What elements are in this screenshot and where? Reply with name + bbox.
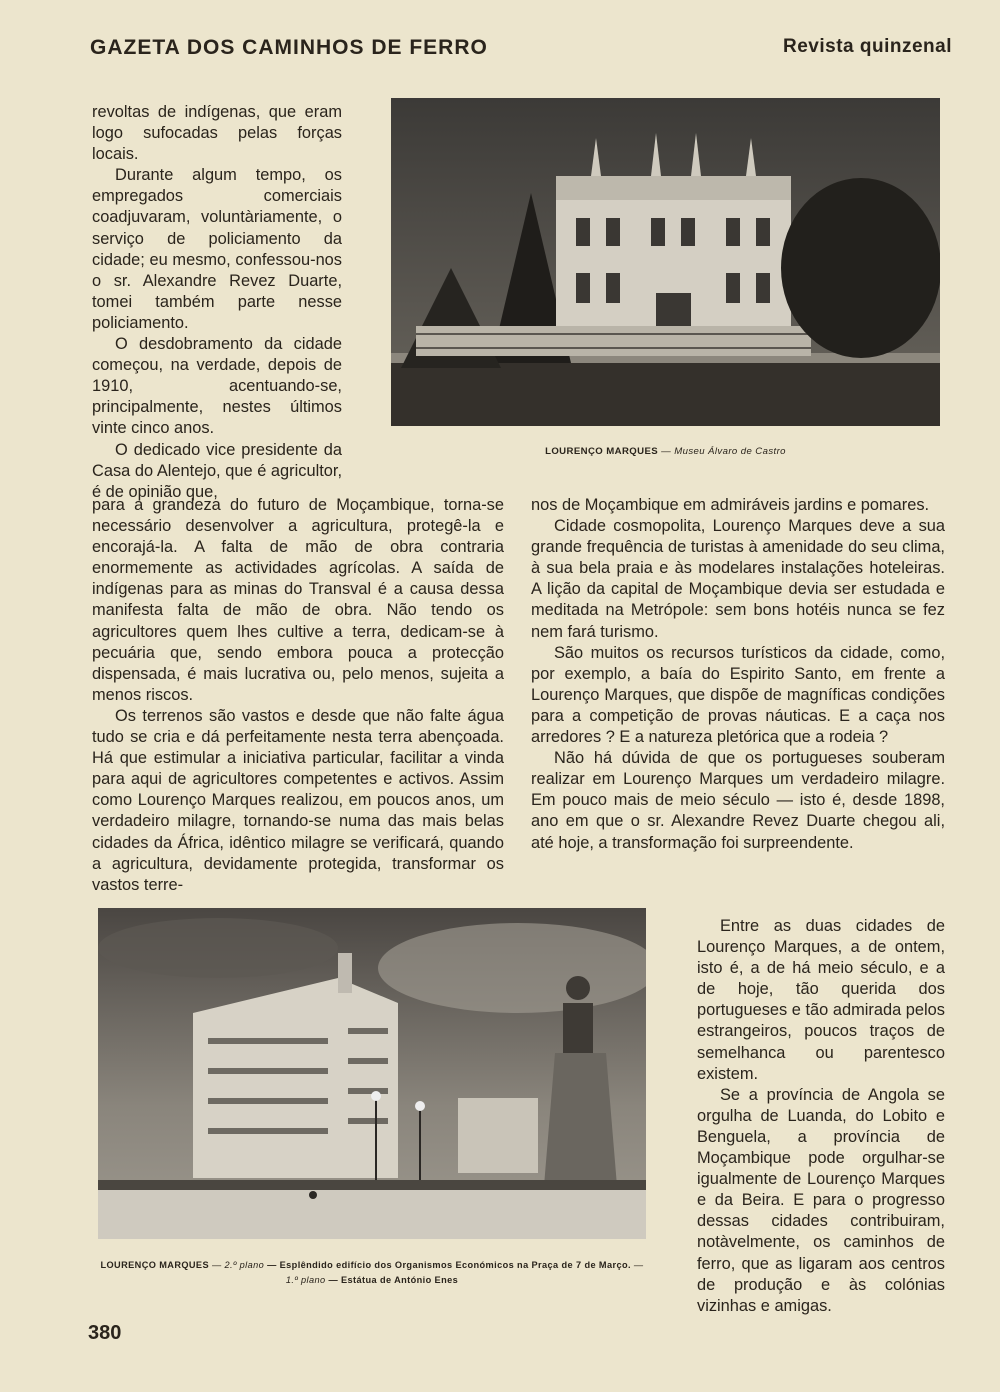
paragraph: revoltas de indígenas, que eram logo sufocadas pelas forças locais.	[92, 103, 342, 164]
paragraph: Os terrenos são vastos e desde que não falte água tudo se cria e dá perfeitamente nesta terra abençoada. Há que estimular a iniciativa particular, facilitar a vinda para aqui de agricultores competentes e activos. Assim como Lourenço Marques realizou, em poucos anos, um verdadeiro milagre, tornando-se numa das mais belas cidades da África, idêntico milagre se verificará, quando a agricultura, devidamente protegida, transformar os vastos terre-	[92, 706, 504, 894]
left-column-top	[92, 102, 342, 503]
left-column-middle	[92, 495, 504, 896]
paragraph: Não há dúvida de que os portugueses souberam realizar em Lourenço Marques um verdadeiro milagre. Em pouco mais de meio século — isto é, desde 1898, ano em que o sr. Alexandre Revez Duarte chegou ali, até hoje, a transformação foi surpreendente.	[531, 749, 945, 852]
paragraph: para a grandeza do futuro de Moçambique, torna-se necessário desenvolver a agricultura, protegê-la e encorajá-la. A falta de mão de obra contraria enormemente as actividades agrícolas. A saída de indígenas para as minas do Transval é a causa dessa manifesta falta de mão de obra. Não tendo os agricultores quem lhes cultive a terra, dedicam-se à pecuária que, sendo embora pouca a protecção dispensada, é mais lucrativa ou, pelo menos, sujeita a menos riscos.	[92, 496, 504, 704]
museum-photo	[391, 98, 940, 426]
paragraph: Cidade cosmopolita, Lourenço Marques deve a sua grande frequência de turistas à amenidade do seu clima, à sua bela praia e às modelares instalações hoteleiras. A lição da capital de Moçambique devia ser estudada e meditada na Metrópole: sem bons hotéis nunca se fez nem fará turismo.	[531, 517, 945, 641]
building-statue-photo	[98, 908, 646, 1239]
paragraph: Entre as duas cidades de Lourenço Marques, a de ontem, isto é, a de há meio século, e a de hoje, tão querida dos portugueses e tão admirada pelos estrangeiros, poucos traços de semelhanca ou parentesco existem.	[697, 917, 945, 1083]
caption-text-1: — Esplêndido edifício dos Organismos Económicos na Praça de 7 de Março.	[267, 1260, 631, 1270]
page-number: 380	[88, 1322, 122, 1344]
caption-place: LOURENÇO MARQUES	[100, 1260, 209, 1270]
caption-plano-1: — 1.º plano	[285, 1260, 644, 1285]
caption-text-2: — Estátua de António Enes	[328, 1275, 459, 1285]
top-photo-caption	[391, 444, 940, 459]
bottom-photo-caption	[96, 1258, 648, 1288]
paragraph: Durante algum tempo, os empregados comerciais coadjuvaram, voluntàriamente, o serviço de policiamento da cidade; eu mesmo, confessou-nos o sr. Alexandre Revez Duarte, tomei também parte nesse policiamento.	[92, 166, 342, 332]
paragraph: São muitos os recursos turísticos da cidade, como, por exemplo, a baía do Espirito Santo, em frente a Lourenço Marques, que dispõe de magníficas condições para a competição de provas náuticas. E a caça nos arredores ? E a natureza pletórica que a rodeia ?	[531, 643, 945, 747]
paragraph: Se a província de Angola se orgulha de Luanda, do Lobito e Benguela, a província de Moçambique pode orgulhar-se igualmente de Lourenço Marques e da Beira. E para o progresso dessas cidades contribuiram, notàvelmente, os caminhos de ferro, que as ligaram aos centros de produção e às colónias vizinhas e amigas.	[697, 1085, 945, 1315]
caption-place: LOURENÇO MARQUES	[545, 446, 659, 457]
caption-text: — Museu Álvaro de Castro	[661, 446, 786, 457]
journal-title: GAZETA DOS CAMINHOS DE FERRO	[90, 36, 488, 59]
caption-plano-2: — 2.º plano	[211, 1260, 265, 1270]
paragraph: nos de Moçambique em admiráveis jardins e pomares.	[531, 496, 930, 514]
paragraph: O desdobramento da cidade começou, na verdade, depois de 1910, acentuando-se, principalmente, nestes últimos vinte cinco anos.	[92, 335, 342, 438]
right-column-bottom	[697, 916, 945, 1317]
paragraph: O dedicado vice presidente da Casa do Alentejo, que é agricultor, é de opinião que,	[92, 440, 342, 501]
building-statue-image	[98, 908, 646, 1239]
museum-building-image	[391, 98, 940, 426]
right-column-middle	[531, 495, 945, 854]
section-title: Revista quinzenal	[783, 36, 952, 57]
